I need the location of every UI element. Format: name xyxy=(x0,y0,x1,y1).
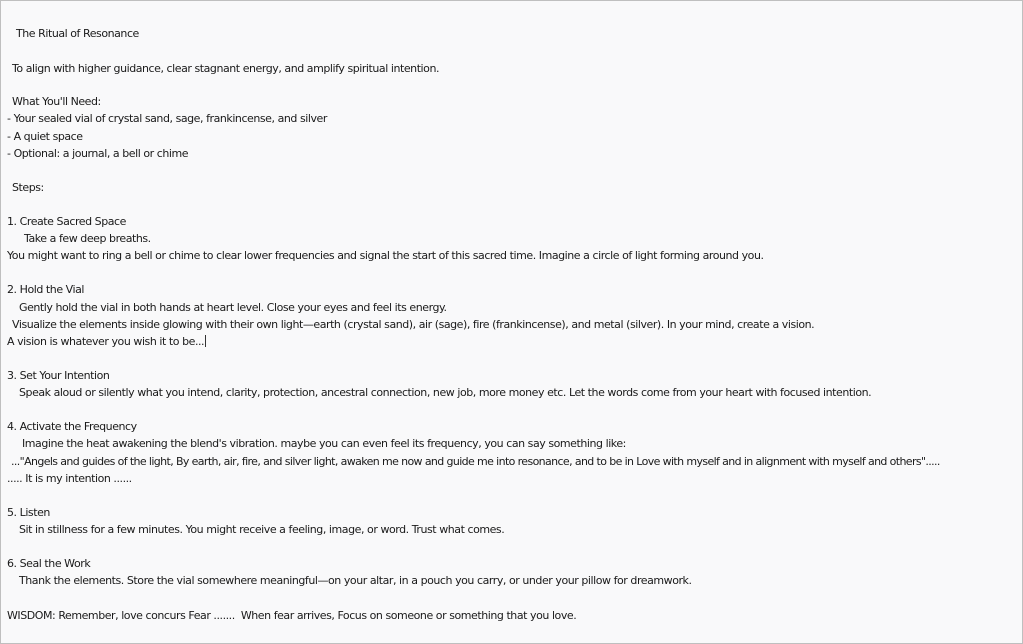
step-heading: 5. Listen xyxy=(7,506,50,519)
step-line: ..."Angels and guides of the light, By earth, air, fire, and silver light, awaken me now and guide me into resonance, and to be in Love with myself and in alignment with myself and others"..... xyxy=(11,455,940,468)
document-body[interactable] xyxy=(1,1,1022,643)
step-heading: 4. Activate the Frequency xyxy=(7,420,137,433)
steps-heading: Steps: xyxy=(12,181,44,194)
document-title: The Ritual of Resonance xyxy=(16,27,139,40)
step-line: Visualize the elements inside glowing with their own light—earth (crystal sand), air (sage), fire (frankincense), and metal (silver). In your mind, create a vision. xyxy=(12,318,815,331)
needs-item: - A quiet space xyxy=(7,130,83,143)
step-line: ..... It is my intention ...... xyxy=(7,472,132,485)
step-heading: 3. Set Your Intention xyxy=(7,369,110,382)
step-line: Gently hold the vial in both hands at heart level. Close your eyes and feel its energy. xyxy=(19,301,447,314)
needs-item: - Optional: a journal, a bell or chime xyxy=(7,147,189,160)
step-line: A vision is whatever you wish it to be... xyxy=(7,335,205,348)
step-line: Sit in stillness for a few minutes. You might receive a feeling, image, or word. Trust what comes. xyxy=(19,523,505,536)
step-line-with-caret xyxy=(7,335,206,349)
step-line: Imagine the heat awakening the blend's vibration. maybe you can even feel its frequency, you can say something like: xyxy=(22,437,626,450)
step-heading: 6. Seal the Work xyxy=(7,557,91,570)
step-line: Thank the elements. Store the vial somewhere meaningful—on your altar, in a pouch you carry, or under your pillow for dreamwork. xyxy=(19,574,692,587)
step-line: Speak aloud or silently what you intend, clarity, protection, ancestral connection, new job, more money etc. Let the words come from your heart with focused intention. xyxy=(19,386,872,399)
step-line: You might want to ring a bell or chime to clear lower frequencies and signal the start of this sacred time. Imagine a circle of light forming around you. xyxy=(7,249,764,262)
wisdom-text: WISDOM: Remember, love concurs Fear ....... When fear arrives, Focus on someone or something that you love. xyxy=(7,609,577,622)
step-line: Take a few deep breaths. xyxy=(24,232,151,245)
text-cursor xyxy=(205,335,206,347)
step-heading: 2. Hold the Vial xyxy=(7,283,85,296)
step-heading: 1. Create Sacred Space xyxy=(7,215,126,228)
needs-heading: What You'll Need: xyxy=(12,95,101,108)
needs-item: - Your sealed vial of crystal sand, sage, frankincense, and silver xyxy=(7,112,327,125)
purpose-text: To align with higher guidance, clear stagnant energy, and amplify spiritual intention. xyxy=(12,62,440,75)
